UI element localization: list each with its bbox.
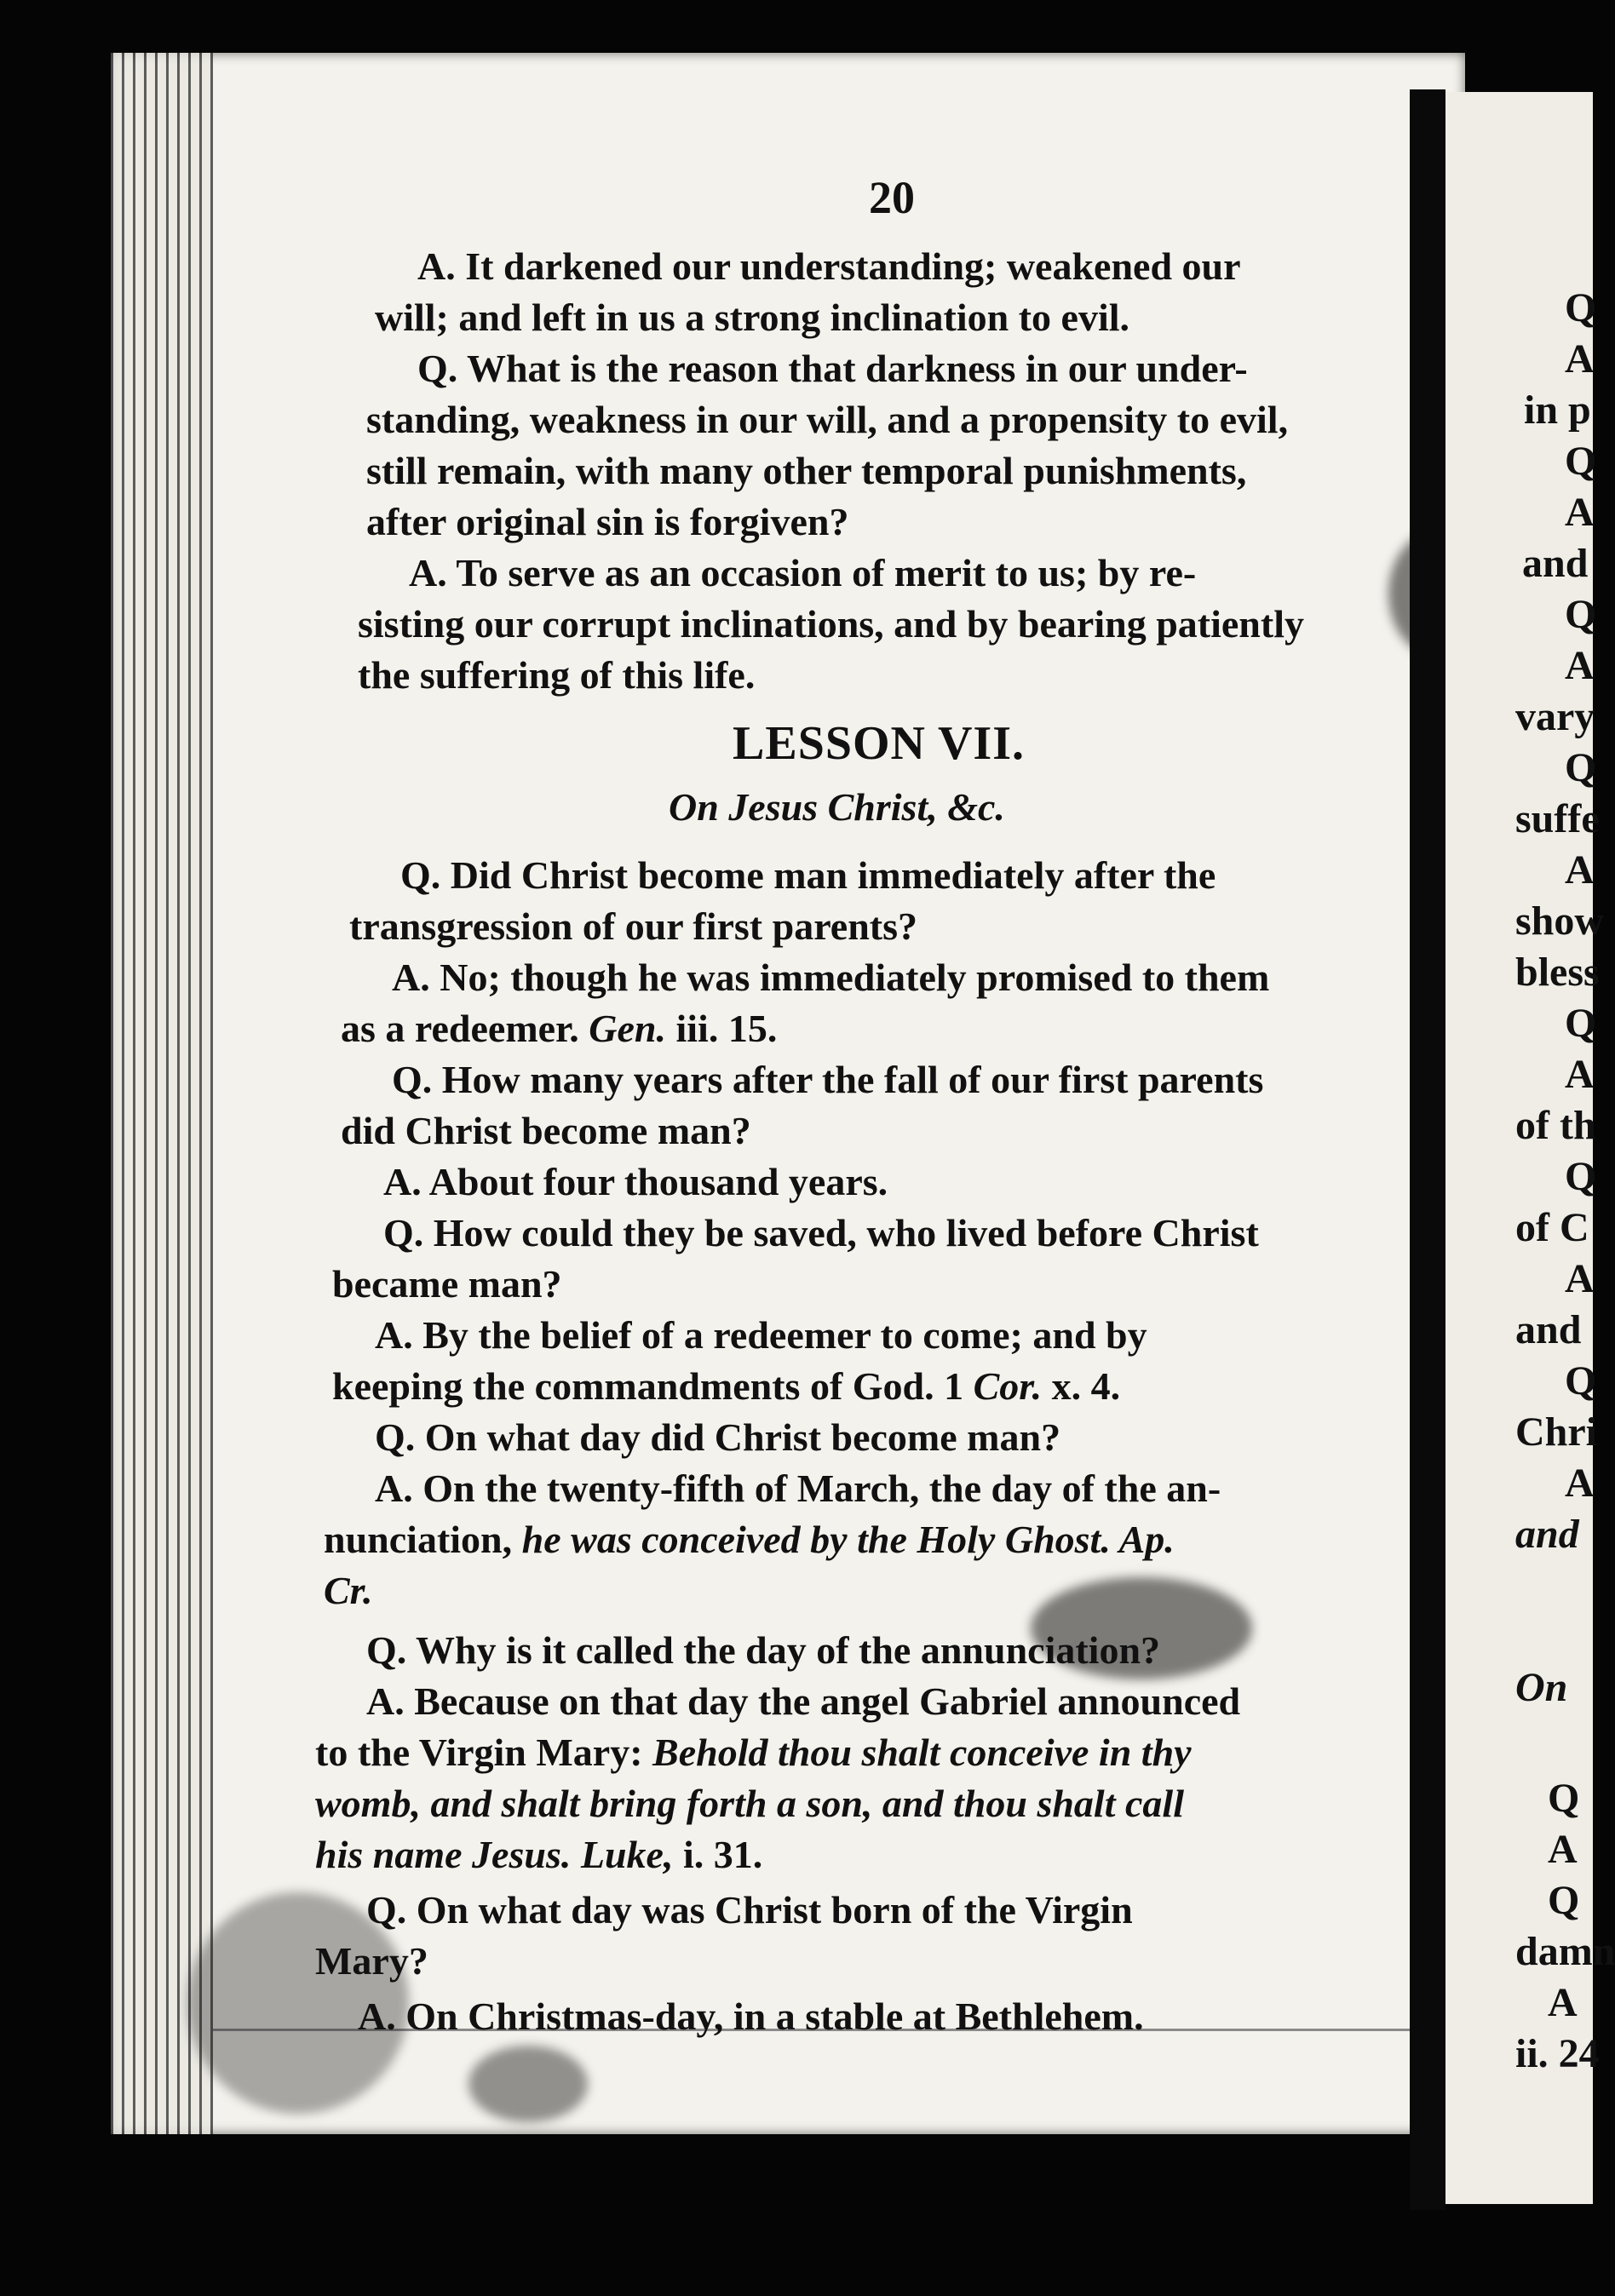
facing-page-fragment: and bbox=[1515, 1512, 1579, 1557]
facing-page-fragment: A bbox=[1565, 490, 1595, 535]
facing-page-fragment: and bbox=[1515, 1307, 1582, 1352]
text-line: the suffering of this life. bbox=[358, 653, 756, 697]
facing-page-fragment: A bbox=[1565, 1256, 1595, 1301]
text-line: A. To serve as an occasion of merit to us; by re- bbox=[409, 551, 1197, 594]
facing-page-fragment: A bbox=[1565, 336, 1595, 382]
facing-page-fragment: Q bbox=[1565, 439, 1597, 484]
text-line: womb, and shalt bring forth a son, and thou shalt call bbox=[315, 1782, 1184, 1825]
facing-page-fragment: Q bbox=[1548, 1776, 1580, 1821]
facing-page-fragment: of th bbox=[1515, 1103, 1596, 1148]
page-number: 20 bbox=[869, 172, 915, 223]
facing-page-fragment: On bbox=[1515, 1665, 1568, 1710]
facing-page-fragment: Q bbox=[1565, 285, 1597, 330]
text-line: transgression of our first parents? bbox=[349, 904, 917, 948]
text-line: as a redeemer. Gen. iii. 15. bbox=[341, 1007, 778, 1050]
facing-page-fragment: show bbox=[1515, 898, 1605, 944]
facing-page-fragment: A bbox=[1565, 1052, 1595, 1097]
text-line: Q. On what day did Christ become man? bbox=[375, 1415, 1061, 1459]
facing-page-fragment: vary bbox=[1515, 694, 1595, 739]
text-line: nunciation, he was conceived by the Holy Ghost. Ap. bbox=[324, 1518, 1175, 1561]
facing-page-fragment: damn bbox=[1515, 1929, 1615, 1974]
facing-page-fragment: A bbox=[1548, 1980, 1578, 2025]
facing-page-fragment: A bbox=[1565, 1461, 1595, 1506]
text-line: A. By the belief of a redeemer to come; and by bbox=[375, 1313, 1147, 1357]
text-line: will; and left in us a strong inclination to evil. bbox=[375, 296, 1130, 339]
text-line: keeping the commandments of God. 1 Cor. x. 4. bbox=[332, 1364, 1121, 1408]
facing-page-fragment: A bbox=[1548, 1827, 1578, 1872]
text-line: A. On the twenty-fifth of March, the day of the an- bbox=[375, 1467, 1221, 1510]
facing-page-fragment: Chri bbox=[1515, 1409, 1597, 1455]
text-line: standing, weakness in our will, and a propensity to evil, bbox=[366, 398, 1289, 441]
facing-page-fragment: A bbox=[1565, 847, 1595, 893]
text-line: Q. How could they be saved, who lived before Christ bbox=[383, 1211, 1259, 1254]
text-line: Q. What is the reason that darkness in our under- bbox=[417, 347, 1248, 390]
text-line: A. On Christmas-day, in a stable at Bethlehem. bbox=[358, 1995, 1144, 2038]
text-line: still remain, with many other temporal punishments, bbox=[366, 449, 1247, 492]
text-line: A. No; though he was immediately promised to them bbox=[392, 956, 1270, 999]
text-line: A. Because on that day the angel Gabriel announced bbox=[366, 1679, 1241, 1723]
text-line: became man? bbox=[332, 1262, 562, 1306]
facing-page-fragment: and bbox=[1522, 541, 1589, 586]
text-line: Cr. bbox=[324, 1569, 373, 1612]
text-line: A. It darkened our understanding; weakened our bbox=[417, 244, 1241, 288]
text-line: did Christ become man? bbox=[341, 1109, 751, 1152]
facing-page-fragment: A bbox=[1565, 643, 1595, 688]
facing-page-fragment: Q bbox=[1565, 745, 1597, 790]
facing-page-fragment: of C bbox=[1515, 1205, 1589, 1250]
text-line: Q. On what day was Christ born of the Virgin bbox=[366, 1888, 1133, 1932]
facing-page-fragment: Q bbox=[1565, 1001, 1597, 1046]
text-line: after original sin is forgiven? bbox=[366, 500, 849, 543]
facing-page-fragment: suffe bbox=[1515, 796, 1600, 841]
text-line: Q. How many years after the fall of our first parents bbox=[392, 1058, 1264, 1101]
lesson-heading: LESSON VII. bbox=[733, 717, 1026, 770]
text-line: sisting our corrupt inclinations, and by bearing patiently bbox=[358, 602, 1304, 646]
text-line: Mary? bbox=[315, 1939, 428, 1983]
facing-page-fragment: Q bbox=[1565, 1358, 1597, 1403]
lesson-subheading: On Jesus Christ, &c. bbox=[669, 785, 1005, 829]
text-line: to the Virgin Mary: Behold thou shalt conceive in thy bbox=[315, 1731, 1192, 1774]
text-line: Q. Why is it called the day of the annunciation? bbox=[366, 1628, 1161, 1672]
facing-page-fragment: Q bbox=[1565, 1154, 1597, 1199]
text-line: A. About four thousand years. bbox=[383, 1160, 888, 1203]
facing-page-fragment: Q bbox=[1548, 1878, 1580, 1923]
facing-page-fragment: ii. 24 bbox=[1515, 2031, 1600, 2076]
facing-page-fragment: bless bbox=[1515, 950, 1600, 995]
text-line: Q. Did Christ become man immediately after the bbox=[400, 853, 1216, 897]
facing-page-fragment: in p bbox=[1524, 387, 1591, 433]
facing-page-fragment: Q bbox=[1565, 592, 1597, 637]
text-line: his name Jesus. Luke, i. 31. bbox=[315, 1833, 763, 1876]
